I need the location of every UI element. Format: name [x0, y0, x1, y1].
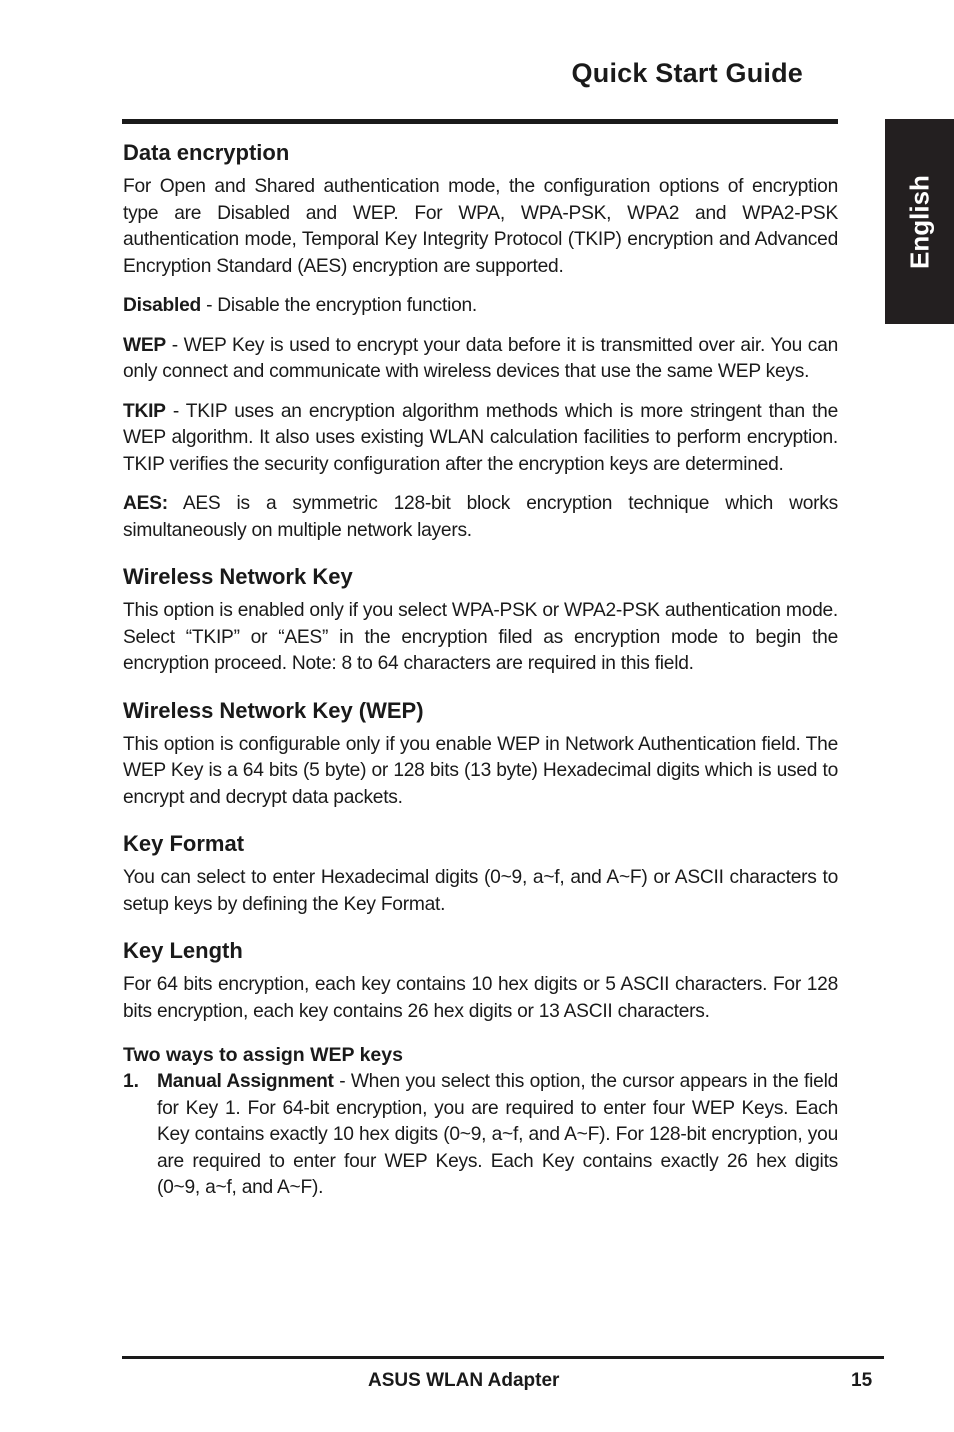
- language-tab: [885, 119, 954, 324]
- language-tab-label: English: [904, 174, 934, 269]
- header-divider: [122, 119, 838, 124]
- data-encryption-intro: For Open and Shared authentication mode, the configuration options of encryption type are Disabled and WEP. For WPA, WPA-PSK, WPA2 and WPA2-PSK authentication mode, Temporal Key Integrity Protocol (TKIP) encryption and Advanced Encryption Standard (AES) encryption are supported.: [123, 176, 838, 277]
- list-item: [123, 1069, 838, 1202]
- desc-disabled: - Disable the encryption function.: [200, 295, 478, 316]
- term-manual-assignment: Manual Assignment: [157, 1071, 334, 1092]
- wireless-network-key-text: This option is enabled only if you select WPA-PSK or WPA2-PSK authentication mode. Select “TKIP” or “AES” in the encryption filed as encryption mode to begin the encryption proceed. Note: 8 to 64 characters are required in this field.: [123, 600, 838, 674]
- footer-label: ASUS WLAN Adapter: [368, 1370, 560, 1391]
- term-wep: WEP: [123, 334, 166, 356]
- encryption-item-wep: [123, 333, 838, 386]
- section-title-wireless-network-key: Wireless Network Key: [123, 564, 353, 589]
- section-title-key-format: Key Format: [123, 831, 245, 856]
- key-length-text: For 64 bits encryption, each key contains 10 hex digits or 5 ASCII characters. For 128 bits encryption, each key contains 26 hex digits or 13 ASCII characters.: [123, 974, 838, 1022]
- term-aes: AES:: [123, 493, 168, 514]
- desc-wep: - WEP Key is used to encrypt your data before it is transmitted over air. You can only connect and communicate with wireless devices that use the same WEP keys.: [123, 334, 838, 382]
- key-format-text: You can select to enter Hexadecimal digits (0~9, a~f, and A~F) or ASCII characters to setup keys by defining the Key Format.: [123, 867, 838, 915]
- section-title-data-encryption: Data encryption: [123, 140, 290, 165]
- section-title-assign-wep: Two ways to assign WEP keys: [123, 1044, 403, 1066]
- desc-aes: AES is a symmetric 128-bit block encryption technique which works simultaneously on multiple network layers.: [123, 493, 838, 541]
- footer-divider: [122, 1356, 884, 1359]
- term-disabled: Disabled: [123, 295, 201, 316]
- page-header-title: Quick Start Guide: [571, 58, 803, 88]
- list-item-text: [157, 1069, 838, 1202]
- section-title-key-length: Key Length: [123, 938, 243, 963]
- encryption-item-disabled: [123, 293, 838, 320]
- desc-manual-assignment: - When you select this option, the cursor appears in the field for Key 1. For 64-bit encryption, you are required to enter four WEP Keys. Each Key contains exactly 10 hex digits (0~9, a~f, and A~F). For 128-bit encryption, you are required to enter four WEP Keys. Each Key contains exactly 26 hex digits (0~9, a~f, and A~F).: [157, 1071, 839, 1198]
- encryption-item-aes: [123, 491, 838, 544]
- main-content: [123, 136, 838, 1202]
- desc-tkip: - TKIP uses an encryption algorithm methods which is more stringent than the WEP algorithm. It also uses existing WLAN calculation facilities to perform encryption. TKIP verifies the security configuration after the encryption keys are determined.: [123, 400, 838, 475]
- term-tkip: TKIP: [123, 400, 166, 422]
- section-title-wireless-network-key-wep: Wireless Network Key (WEP): [123, 697, 424, 723]
- page-number: 15: [851, 1370, 873, 1391]
- list-item-number: 1.: [123, 1071, 140, 1092]
- assign-wep-list: [123, 1069, 838, 1202]
- encryption-item-tkip: [123, 399, 838, 479]
- wireless-network-key-wep-text: This option is configurable only if you enable WEP in Network Authentication field. The WEP Key is a 64 bits (5 byte) or 128 bits (13 byte) Hexadecimal digits which is used to encrypt and decrypt data packets.: [123, 733, 838, 808]
